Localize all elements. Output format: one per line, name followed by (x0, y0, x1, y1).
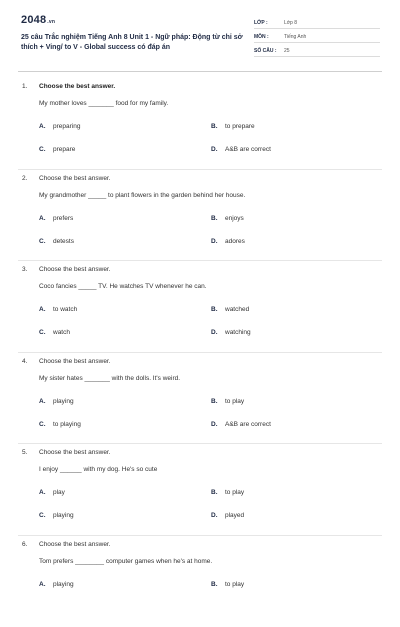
option-letter: A. (39, 215, 53, 222)
answer-option[interactable] (211, 489, 244, 496)
question-number: 2. (22, 175, 39, 182)
question-block (0, 261, 400, 353)
question-prompt: Choose the best answer. (39, 83, 115, 90)
question-number: 1. (22, 83, 39, 90)
option-text: watch (53, 329, 70, 336)
answer-option[interactable] (39, 238, 74, 245)
option-text: A&B are correct (225, 146, 271, 153)
meta-value: Tiếng Anh (284, 34, 306, 42)
option-letter: B. (211, 489, 225, 496)
meta-row-count (254, 43, 380, 57)
option-letter: A. (39, 581, 53, 588)
header-divider (18, 71, 382, 72)
option-text: adores (225, 238, 245, 245)
page-header (0, 0, 400, 68)
option-text: detests (53, 238, 74, 245)
question-prompt: Choose the best answer. (39, 175, 111, 182)
option-letter: C. (39, 329, 53, 336)
question-number: 4. (22, 358, 39, 365)
question-block (0, 536, 400, 627)
question-prompt: Choose the best answer. (39, 541, 111, 548)
question-sentence: My mother loves _______ food for my family. (39, 100, 168, 107)
answer-option[interactable] (211, 306, 249, 313)
option-text: watched (225, 306, 249, 313)
question-sentence: Coco fancies _____ TV. He watches TV whenever he can. (39, 283, 207, 290)
option-letter: A. (39, 306, 53, 313)
answer-option[interactable] (39, 306, 77, 313)
question-prompt: Choose the best answer. (39, 358, 111, 365)
option-text: playing (53, 398, 74, 405)
option-letter: C. (39, 512, 53, 519)
logo-text: 2048 (21, 14, 46, 26)
meta-label: MÔN : (254, 34, 284, 42)
meta-row-subject (254, 29, 380, 43)
question-sentence: My sister hates _______ with the dolls. It's weird. (39, 375, 180, 382)
answer-option[interactable] (211, 512, 244, 519)
option-text: to watch (53, 306, 77, 313)
question-block (0, 353, 400, 445)
answer-option[interactable] (39, 146, 75, 153)
answer-option[interactable] (39, 398, 74, 405)
question-sentence: I enjoy ______ with my dog. He's so cute (39, 466, 157, 473)
option-text: playing (53, 512, 74, 519)
question-block (0, 444, 400, 536)
option-text: played (225, 512, 244, 519)
question-header (22, 175, 111, 182)
question-header (22, 266, 111, 273)
answer-option[interactable] (39, 123, 80, 130)
question-block (0, 78, 400, 170)
option-letter: D. (211, 329, 225, 336)
question-header (22, 541, 111, 548)
option-text: preparing (53, 123, 80, 130)
option-letter: B. (211, 306, 225, 313)
question-number: 5. (22, 449, 39, 456)
quiz-meta (254, 15, 380, 57)
option-letter: A. (39, 123, 53, 130)
page-title: 25 câu Trắc nghiệm Tiếng Anh 8 Unit 1 - Ngữ pháp: Động từ chỉ sở thích + Ving/ to V - Global success có đáp án (21, 33, 246, 53)
option-letter: B. (211, 123, 225, 130)
question-list (0, 78, 400, 627)
option-text: to prepare (225, 123, 255, 130)
option-letter: B. (211, 581, 225, 588)
meta-label: SỐ CÂU : (254, 48, 284, 56)
option-text: watching (225, 329, 251, 336)
option-letter: D. (211, 146, 225, 153)
option-letter: B. (211, 215, 225, 222)
answer-option[interactable] (211, 329, 251, 336)
question-block (0, 170, 400, 262)
site-logo[interactable] (21, 14, 55, 26)
question-sentence: My grandmother _____ to plant flowers in the garden behind her house. (39, 192, 245, 199)
meta-value: 25 (284, 48, 290, 56)
option-letter: A. (39, 398, 53, 405)
question-sentence: Tom prefers ________ computer games when he's at home. (39, 558, 212, 565)
option-text: prepare (53, 146, 75, 153)
question-prompt: Choose the best answer. (39, 449, 111, 456)
option-letter: C. (39, 146, 53, 153)
option-text: A&B are correct (225, 421, 271, 428)
answer-option[interactable] (211, 146, 271, 153)
question-prompt: Choose the best answer. (39, 266, 111, 273)
option-text: prefers (53, 215, 73, 222)
answer-option[interactable] (39, 329, 70, 336)
question-number: 3. (22, 266, 39, 273)
option-text: to play (225, 398, 244, 405)
option-text: playing (53, 581, 74, 588)
answer-option[interactable] (39, 421, 81, 428)
option-letter: C. (39, 238, 53, 245)
answer-option[interactable] (211, 581, 244, 588)
answer-option[interactable] (211, 215, 244, 222)
option-text: to play (225, 581, 244, 588)
option-text: play (53, 489, 65, 496)
question-header (22, 83, 115, 90)
answer-option[interactable] (39, 512, 74, 519)
option-text: to playing (53, 421, 81, 428)
option-text: to play (225, 489, 244, 496)
answer-option[interactable] (211, 123, 255, 130)
answer-option[interactable] (211, 421, 271, 428)
option-letter: C. (39, 421, 53, 428)
option-letter: A. (39, 489, 53, 496)
meta-value: Lớp 8 (284, 20, 297, 28)
answer-option[interactable] (211, 238, 245, 245)
option-letter: D. (211, 512, 225, 519)
question-number: 6. (22, 541, 39, 548)
question-header (22, 449, 111, 456)
answer-option[interactable] (39, 489, 65, 496)
answer-option[interactable] (39, 215, 73, 222)
answer-option[interactable] (39, 581, 74, 588)
meta-label: LỚP : (254, 20, 284, 28)
option-letter: D. (211, 421, 225, 428)
option-letter: B. (211, 398, 225, 405)
logo-suffix: .vn (47, 19, 55, 25)
option-text: enjoys (225, 215, 244, 222)
answer-option[interactable] (211, 398, 244, 405)
option-letter: D. (211, 238, 225, 245)
question-header (22, 358, 111, 365)
meta-row-grade (254, 15, 380, 29)
